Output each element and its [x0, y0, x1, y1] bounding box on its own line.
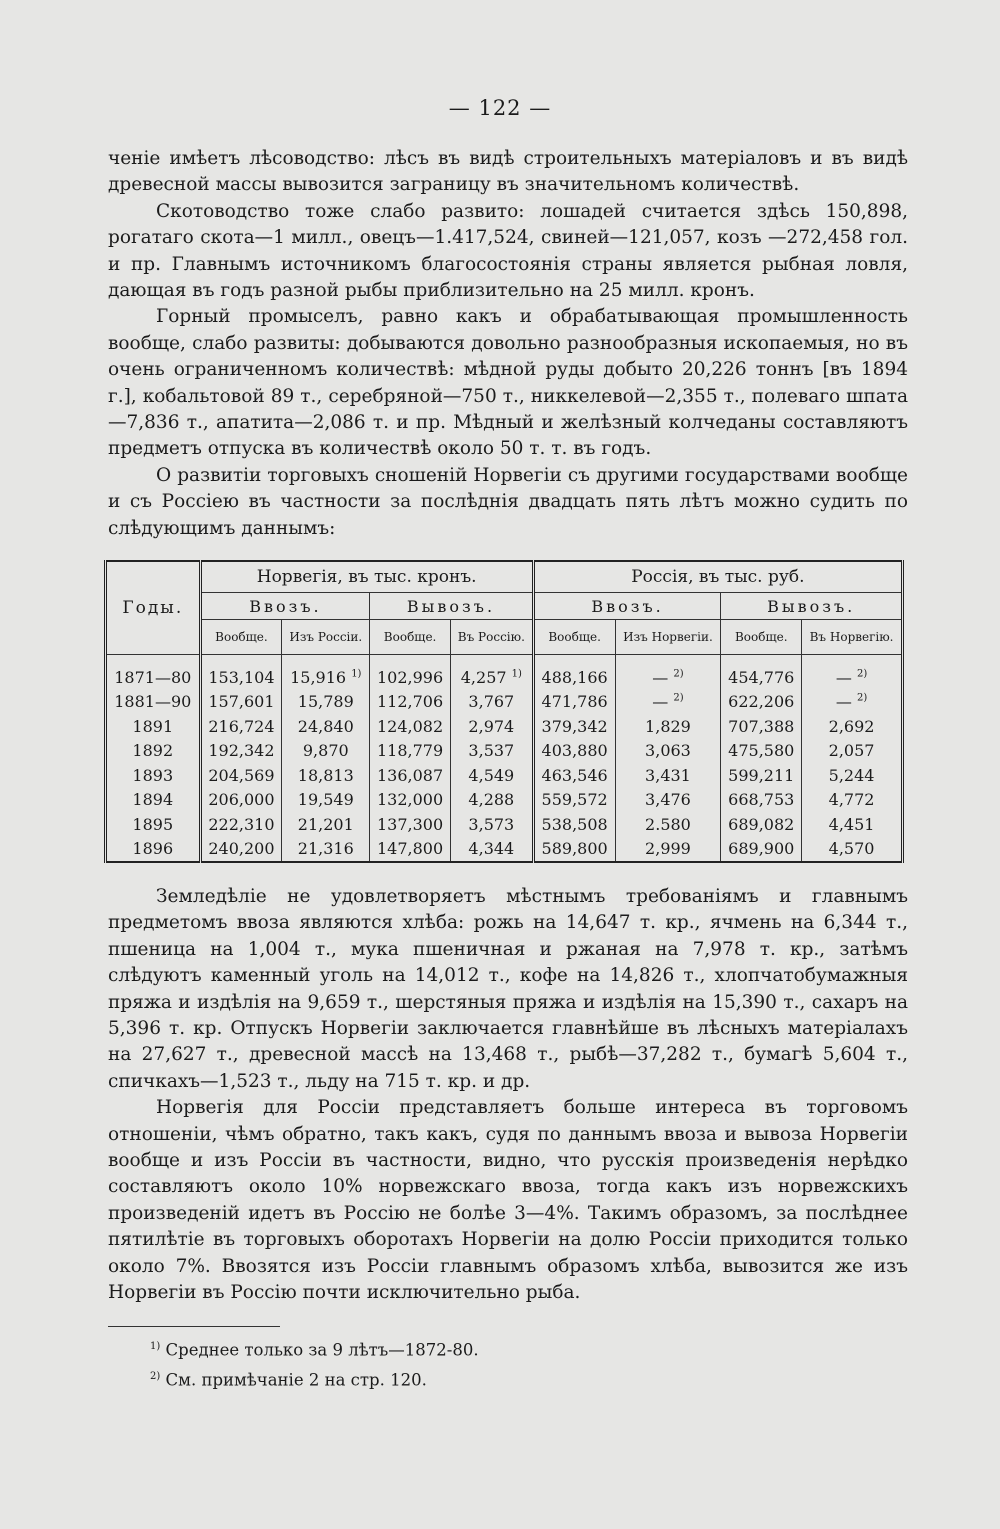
norway-export-to-russia: 4,288 [450, 788, 533, 813]
table-row [106, 837, 903, 863]
norway-export-total: 137,300 [370, 812, 451, 837]
russia-import-from-norway: 3,476 [615, 788, 721, 813]
norway-export-to-russia: 3,767 [450, 690, 533, 715]
col-header: Вообще. [533, 620, 615, 655]
norway-import-from-russia: 21,316 [282, 837, 370, 863]
trade-table [104, 560, 904, 863]
russia-export-to-norway: — $^{2)}$ [802, 655, 903, 690]
col-header: Вообще. [721, 620, 802, 655]
norway-export-total: 118,779 [370, 739, 451, 764]
russia-import-from-norway: 2.580 [615, 812, 721, 837]
russia-header: Россія, въ тыс. руб. [533, 561, 902, 593]
norway-export-to-russia: 3,573 [450, 812, 533, 837]
norway-export-header: Вывозъ. [370, 593, 534, 620]
russia-import-total: 463,546 [533, 763, 615, 788]
paragraph: О развитіи торговыхъ сношеній Норвегіи съ другими государствами вообще и съ Россіею въ частности за послѣднія двадцать пять лѣтъ можно судить по слѣдующимъ даннымъ: [108, 464, 908, 539]
year-cell: 1893 [106, 763, 201, 788]
norway-import-total: 222,310 [200, 812, 282, 837]
norway-export-total: 124,082 [370, 714, 451, 739]
col-header: Въ Норвегію. [802, 620, 903, 655]
norway-import-from-russia: 15,916 $^{1)}$ [282, 655, 370, 690]
russia-export-total: 622,206 [721, 690, 802, 715]
norway-export-total: 132,000 [370, 788, 451, 813]
russia-export-to-norway: 2,692 [802, 714, 903, 739]
year-cell: 1896 [106, 837, 201, 863]
paragraph: Земледѣліе не удовлетворяетъ мѣстнымъ требованіямъ и главнымъ предметомъ ввоза являются хлѣба: рожь на 14,647 т. кр., ячмень на 6,344 т., пшеница на 1,004 т., мука пшеничная и ржаная на 7,978 т. кр., затѣмъ слѣдуютъ каменный уголь на 14,012 т., кофе на 14,826 т., хлопчатобумажныя пряжа и издѣлія на 9,659 т., шерстяныя пряжа и издѣлія на 15,390 т., сахаръ на 5,396 т. кр. Отпускъ Норвегіи заключается главнѣйше въ лѣсныхъ матеріалахъ на 27,627 т., древесной массѣ на 13,468 т., рыбѣ—37,282 т., бумагѣ 5,604 т., спичкахъ—1,523 т., льду на 715 т. кр. и др. [108, 886, 908, 1092]
table-row [106, 655, 903, 690]
footnote-divider [108, 1326, 280, 1327]
text-block-top [108, 146, 908, 542]
table-row [106, 739, 903, 764]
year-cell: 1871—80 [106, 655, 201, 690]
norway-import-from-russia: 21,201 [282, 812, 370, 837]
norway-import-total: 153,104 [200, 655, 282, 690]
table-row [106, 763, 903, 788]
col-header: Изъ Россіи. [282, 620, 370, 655]
russia-export-to-norway: 4,570 [802, 837, 903, 863]
paragraph: Норвегія для Россіи представляетъ больше интереса въ торговомъ отношеніи, чѣмъ обратно, такъ какъ, судя по даннымъ ввоза и вывоза Норвегіи вообще и изъ Россіи въ частности, видно, что русскія произведенія нерѣдко составляютъ около 10% норвежскаго ввоза, тогда какъ изъ норвежскихъ произведеній идетъ въ Россію не болѣе 3—4%. Такимъ образомъ, за послѣднее пятилѣтіе въ торговыхъ оборотахъ Норвегіи на долю Россіи приходится только около 7%. Ввозятся изъ Россіи главнымъ образомъ хлѣба, вывозится же изъ Норвегіи въ Россію почти исключительно рыба. [108, 1097, 908, 1304]
norway-export-to-russia: 2,974 [450, 714, 533, 739]
russia-import-from-norway: — $^{2)}$ [615, 655, 721, 690]
russia-import-total: 379,342 [533, 714, 615, 739]
russia-import-header: Ввозъ. [533, 593, 721, 620]
russia-export-to-norway: 4,451 [802, 812, 903, 837]
russia-import-from-norway: — $^{2)}$ [615, 690, 721, 715]
russia-export-to-norway: — $^{2)}$ [802, 690, 903, 715]
norway-export-to-russia: 4,257 $^{1)}$ [450, 655, 533, 690]
norway-export-total: 147,800 [370, 837, 451, 863]
paragraph: Скотоводство тоже слабо развито: лошадей считается здѣсь 150,898, рогатаго скота—1 милл., овецъ—1.417,524, свиней—121,057, козъ —272,458 гол. и пр. Главнымъ источникомъ благосостоянія страны является рыбная ловля, дающая въ годъ разной рыбы приблизительно на 25 милл. кронъ. [108, 200, 908, 302]
russia-export-to-norway: 2,057 [802, 739, 903, 764]
russia-export-to-norway: 5,244 [802, 763, 903, 788]
norway-import-header: Ввозъ. [200, 593, 370, 620]
year-cell: 1892 [106, 739, 201, 764]
russia-export-total: 668,753 [721, 788, 802, 813]
russia-import-from-norway: 2,999 [615, 837, 721, 863]
russia-import-total: 589,800 [533, 837, 615, 863]
norway-import-from-russia: 19,549 [282, 788, 370, 813]
russia-import-total: 403,880 [533, 739, 615, 764]
footnotes [150, 1334, 479, 1393]
norway-export-total: 136,087 [370, 763, 451, 788]
norway-import-from-russia: 24,840 [282, 714, 370, 739]
russia-export-to-norway: 4,772 [802, 788, 903, 813]
russia-import-from-norway: 3,431 [615, 763, 721, 788]
norway-import-total: 157,601 [200, 690, 282, 715]
norway-import-from-russia: 18,813 [282, 763, 370, 788]
year-cell: 1894 [106, 788, 201, 813]
paragraph: Горный промыселъ, равно какъ и обрабатывающая промышленность вообще, слабо развиты: добываются довольно разнообразныя ископаемыя, но въ очень ограниченномъ количествѣ: мѣдной руды добыто 20,226 тоннъ [въ 1894 г.], кобальтовой 89 т., серебряной—750 т., никкелевой—2,355 т., полеваго шпата—7,836 т., апатита—2,086 т. и пр. Мѣдный и желѣзный колчеданы составляютъ предметъ отпуска въ количествѣ около 50 т. т. въ годъ. [108, 306, 908, 460]
table-row [106, 690, 903, 715]
russia-export-total: 475,580 [721, 739, 802, 764]
norway-export-to-russia: 3,537 [450, 739, 533, 764]
norway-export-to-russia: 4,344 [450, 837, 533, 863]
russia-export-total: 689,900 [721, 837, 802, 863]
table-row [106, 714, 903, 739]
norway-import-total: 192,342 [200, 739, 282, 764]
russia-import-total: 538,508 [533, 812, 615, 837]
russia-import-total: 471,786 [533, 690, 615, 715]
russia-import-from-norway: 3,063 [615, 739, 721, 764]
russia-export-total: 599,211 [721, 763, 802, 788]
russia-export-total: 707,388 [721, 714, 802, 739]
russia-export-total: 454,776 [721, 655, 802, 690]
russia-export-total: 689,082 [721, 812, 802, 837]
col-header: Въ Россію. [450, 620, 533, 655]
norway-import-from-russia: 15,789 [282, 690, 370, 715]
paragraph: ченіе имѣетъ лѣсоводство: лѣсъ въ видѣ строительныхъ матеріаловъ и въ видѣ древесной массы вывозится заграницу въ значительномъ количествѣ. [108, 148, 908, 196]
russia-export-header: Вывозъ. [721, 593, 903, 620]
years-header: Годы. [106, 561, 201, 655]
norway-export-total: 102,996 [370, 655, 451, 690]
norway-import-total: 204,569 [200, 763, 282, 788]
norway-import-total: 216,724 [200, 714, 282, 739]
norway-export-to-russia: 4,549 [450, 763, 533, 788]
footnote: $^{1)}$ Среднее только за 9 лѣтъ—1872-80. [150, 1340, 479, 1360]
year-cell: 1895 [106, 812, 201, 837]
russia-import-from-norway: 1,829 [615, 714, 721, 739]
russia-import-total: 559,572 [533, 788, 615, 813]
page-number: — 122 — [448, 96, 552, 120]
table-row [106, 812, 903, 837]
norway-import-from-russia: 9,870 [282, 739, 370, 764]
norway-import-total: 240,200 [200, 837, 282, 863]
footnote: $^{2)}$ См. примѣчаніе 2 на стр. 120. [150, 1370, 427, 1389]
year-cell: 1881—90 [106, 690, 201, 715]
col-header: Вообще. [370, 620, 451, 655]
col-header: Вообще. [200, 620, 282, 655]
russia-import-total: 488,166 [533, 655, 615, 690]
table-row [106, 788, 903, 813]
norway-import-total: 206,000 [200, 788, 282, 813]
text-block-bottom [108, 884, 908, 1307]
col-header: Изъ Норвегіи. [615, 620, 721, 655]
norway-export-total: 112,706 [370, 690, 451, 715]
year-cell: 1891 [106, 714, 201, 739]
norway-header: Норвегія, въ тыс. кронъ. [200, 561, 533, 593]
